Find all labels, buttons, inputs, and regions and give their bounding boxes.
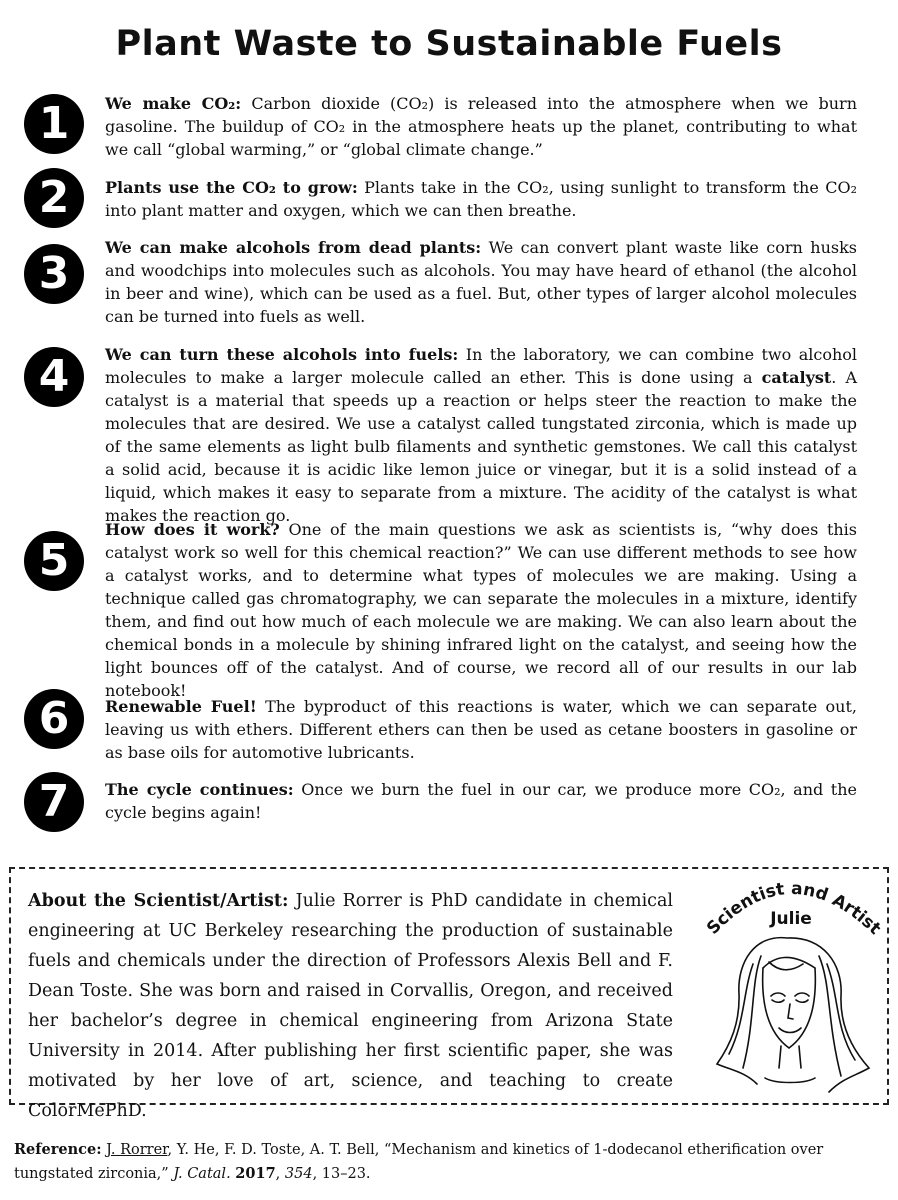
step-body: Plants take in the CO₂, using sunlight to transform the CO₂ into plant matter and oxygen, which we can then breathe. — [105, 178, 858, 220]
reference-authors: , Y. He, F. D. Toste, A. T. Bell, “Mechanism and kinetics of 1-dodecanol etherification over tungstated zirconia,” — [14, 1142, 824, 1182]
step-number-badge: 7 — [24, 772, 84, 832]
step-text — [105, 695, 857, 764]
step-number-badge: 3 — [24, 244, 84, 304]
step-bold-term: catalyst — [761, 368, 832, 387]
reference-year: 2017 — [235, 1165, 276, 1182]
step-number-badge: 1 — [24, 94, 84, 154]
step-lead: Renewable Fuel! — [105, 697, 257, 716]
step-lead: We make CO₂: — [105, 94, 242, 113]
step-body: We can convert plant waste like corn husks and woodchips into molecules such as alcohols. You may have heard of ethanol (the alcohol in beer and wine), which can be used as a fuel. But, other types of larger alcohol molecules can be turned into fuels as well. — [105, 238, 857, 326]
step-text — [105, 518, 857, 702]
step-body: One of the main questions we ask as scientists is, “why does this catalyst work so well for this chemical reaction?” We can use different methods to see how a catalyst works, and to determine what types of molecules we are making. Using a technique called gas chromatography, we can separate the molecules in a mixture, identify them, and find out how much of each molecule we are making. We can also learn about the chemical bonds in a molecule by shining infrared light on the catalyst, and seeing how the light bounces off of the catalyst. And of course, we record all of our results in our lab notebook! — [105, 520, 858, 700]
about-text — [28, 886, 673, 1126]
step-text — [105, 236, 857, 328]
reference-volume: 354 — [284, 1166, 313, 1182]
step-lead: Plants use the CO₂ to grow: — [105, 178, 358, 197]
step-body: Once we burn the fuel in our car, we produce more CO₂, and the cycle begins again! — [105, 780, 857, 822]
step-body: Carbon dioxide (CO₂) is released into the atmosphere when we burn gasoline. The buildup of CO₂ in the atmosphere heats up the planet, contributing to what we call “global warming,” or “global climate change.” — [105, 94, 858, 159]
step-body: . A catalyst is a material that speeds up a reaction or helps steer the reaction to make the molecules that are desired. We use a catalyst called tungstated zirconia, which is made up of the same elements as light bulb filaments and synthetic gemstones. We call this catalyst a solid acid, because it is acidic like lemon juice or vinegar, but it is a solid instead of a liquid, which makes it easy to separate from a mixture. The acidity of the catalyst is what makes the reaction go. — [105, 368, 857, 525]
step-body: In the laboratory, we can combine two alcohol molecules to make a larger molecule called an ether. This is done using a — [105, 345, 857, 387]
reference-journal: J. Catal. — [173, 1166, 231, 1182]
portrait-drawing — [717, 938, 869, 1092]
step-lead: The cycle continues: — [105, 780, 294, 799]
step-lead: We can make alcohols from dead plants: — [105, 238, 482, 257]
reference-pages: , 13–23. — [312, 1166, 371, 1182]
step-lead: We can turn these alcohols into fuels: — [105, 345, 459, 364]
step-text — [105, 778, 857, 824]
about-lead: About the Scientist/Artist: — [28, 891, 289, 911]
step-lead: How does it work? — [105, 520, 280, 539]
portrait-name: Julie — [770, 909, 812, 929]
page-title: Plant Waste to Sustainable Fuels — [115, 24, 783, 64]
step-text — [105, 92, 857, 161]
step-number-badge: 6 — [24, 689, 84, 749]
step-number-badge: 2 — [24, 168, 84, 228]
step-number-badge: 4 — [24, 347, 84, 407]
reference-first-author: J. Rorrer — [106, 1142, 168, 1158]
reference-citation: Reference: J. Rorrer, Y. He, F. D. Toste, A. T. Bell, “Mechanism and kinetics of 1-dodecanol etherification over tungstated zirconia,” J. Catal. 2017, 354, 13–23. — [14, 1141, 824, 1182]
step-body: The byproduct of this reactions is water, which we can separate out, leaving us with ethers. Different ethers can then be used as cetane boosters in gasoline or as base oils for automotive lubricants. — [105, 697, 858, 762]
step-text — [105, 176, 857, 222]
portrait-caption: Scientist and Artist — [703, 878, 885, 939]
reference-label: Reference: — [14, 1141, 102, 1158]
step-number-badge: 5 — [24, 531, 84, 591]
about-body: Julie Rorrer is PhD candidate in chemical engineering at UC Berkeley researching the production of sustainable fuels and chemicals under the direction of Professors Alexis Bell and F. Dean Toste. She was born and raised in Corvallis, Oregon, and received her bachelor’s degree in chemical engineering from Arizona State University in 2014. After publishing her first scientific paper, she was motivated by her love of art, science, and teaching to create ColorMePhD. — [28, 891, 673, 1121]
scientist-portrait-illustration — [695, 872, 885, 1100]
step-text — [105, 343, 857, 527]
